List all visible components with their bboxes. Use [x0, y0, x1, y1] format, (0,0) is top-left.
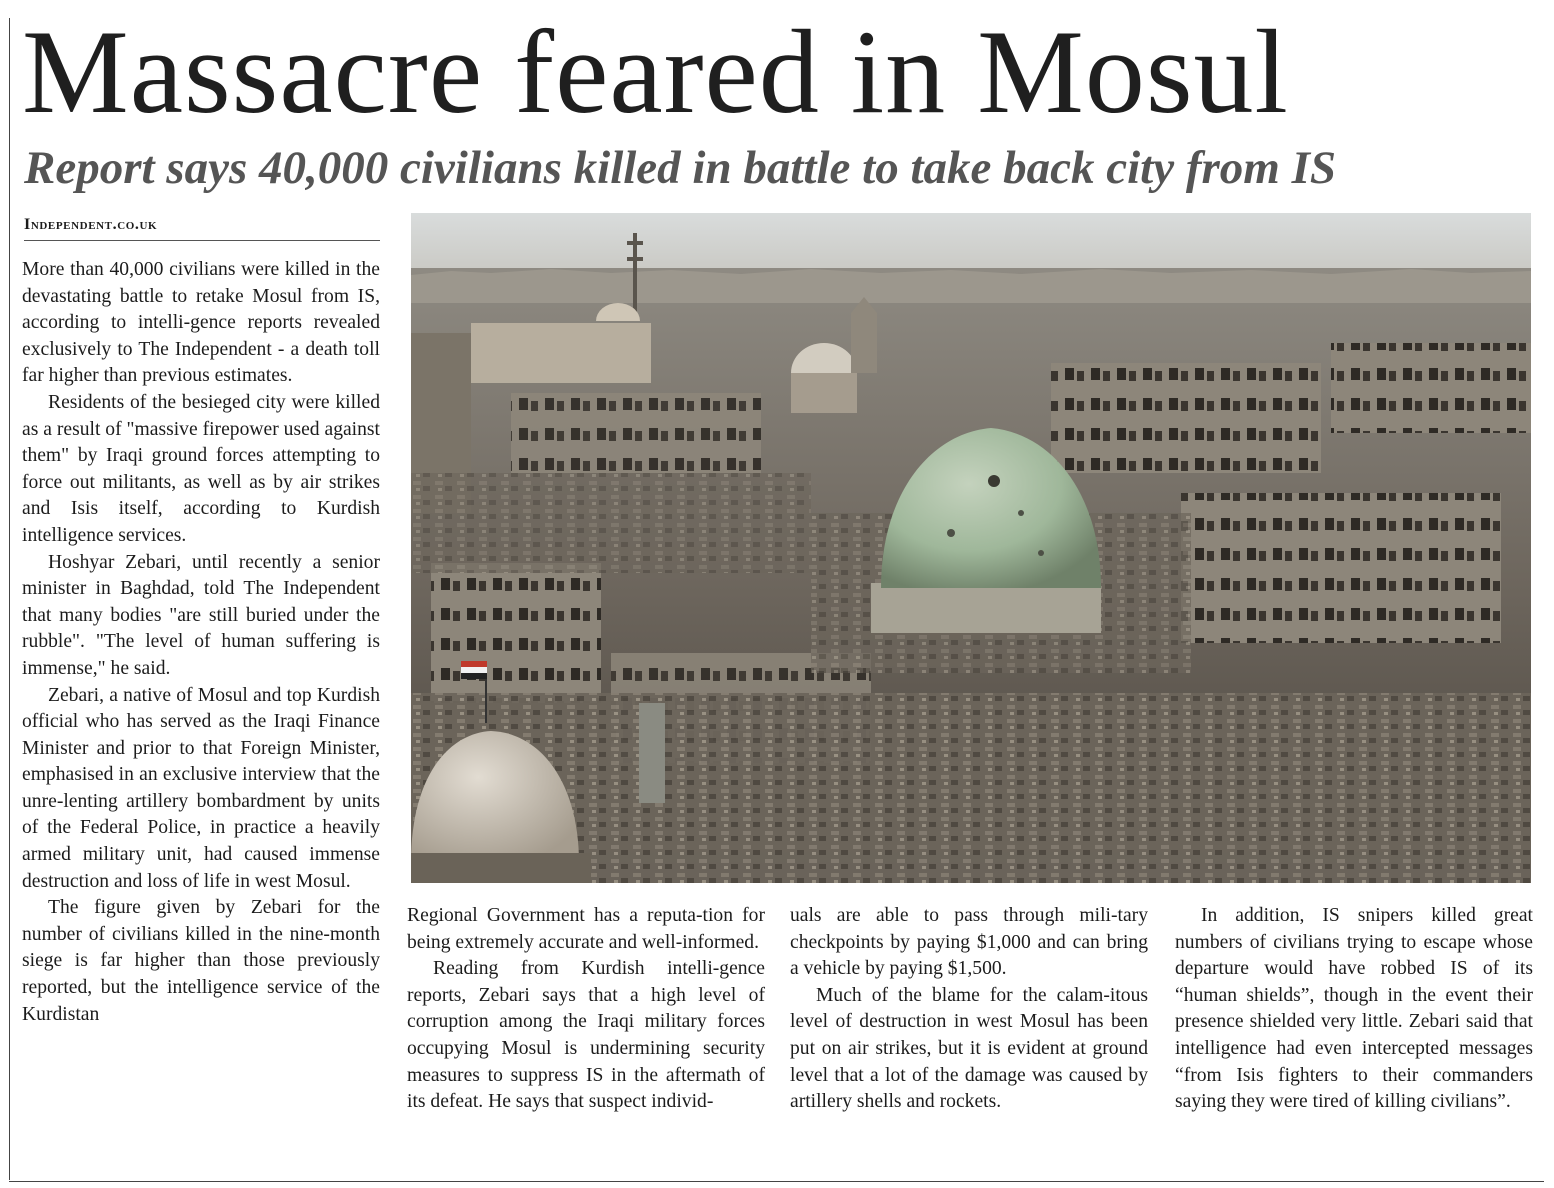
- left-column-rule: [9, 18, 10, 1180]
- source-credit: Independent.co.uk: [24, 216, 380, 241]
- article-paragraph: Much of the blame for the calam-itous level of destruction in west Mosul has been put on air strikes, but it is evident at ground level that a lot of the damage was caused by artillery shells and rockets.: [790, 984, 1148, 1113]
- subheadline: Report says 40,000 civilians killed in battle to take back city from IS: [24, 142, 1337, 194]
- article-column-2: [407, 903, 765, 1116]
- article-column-3: [790, 903, 1148, 1116]
- article-paragraph: More than 40,000 civilians were killed in the devastating battle to retake Mosul from IS, according to intelli-gence reports revealed exclusively to The Independent - a death toll far higher than previous estimates.: [22, 259, 380, 387]
- article-column-4: [1175, 903, 1533, 1116]
- mosul-ruins-photo: [411, 213, 1531, 883]
- article-paragraph: The figure given by Zebari for the number of civilians killed in the nine-month siege is far higher than those previously reported, but the intelligence service of the Kurdistan: [22, 897, 380, 1025]
- headline: Massacre feared in Mosul: [22, 5, 1289, 138]
- article-paragraph: In addition, IS snipers killed great numbers of civilians trying to escape whose departure would have robbed IS of its “human shields”, though in the event their presence shielded very little. Zebari said that intelligence had even intercepted messages “from Isis fighters to their commanders saying they were tired of killing civilians”.: [1175, 905, 1533, 1113]
- article-paragraph: Hoshyar Zebari, until recently a senior minister in Baghdad, told The Independent that many bodies "are still buried under the rubble". "The level of human suffering is immense," he said.: [22, 551, 380, 679]
- article-column-1: [22, 257, 380, 1028]
- article-paragraph: Reading from Kurdish intelli-gence reports, Zebari says that a high level of corruption among the Iraqi military forces occupying Mosul is undermining security measures to suppress IS in the aftermath of its defeat. He says that suspect individ-: [407, 958, 765, 1113]
- article-paragraph: Zebari, a native of Mosul and top Kurdish official who has served as the Iraqi Finance Minister and prior to that Foreign Minister, emphasised in an exclusive interview that the unre-lenting artillery bombardment by units of the Federal Police, in practice a heavily armed military unit, had caused immense destruction and loss of life in west Mosul.: [22, 684, 380, 892]
- article-paragraph: Residents of the besieged city were killed as a result of "massive firepower used against them" by Iraqi ground forces attempting to force out militants, as well as by air strikes and Isis itself, according to Kurdish intelligence services.: [22, 391, 380, 546]
- article-paragraph: Regional Government has a reputa-tion for being extremely accurate and well-informed.: [407, 905, 765, 953]
- bottom-rule: [9, 1181, 1544, 1182]
- article-paragraph: uals are able to pass through mili-tary checkpoints by paying $1,000 and can bring a vehicle by paying $1,500.: [790, 905, 1148, 980]
